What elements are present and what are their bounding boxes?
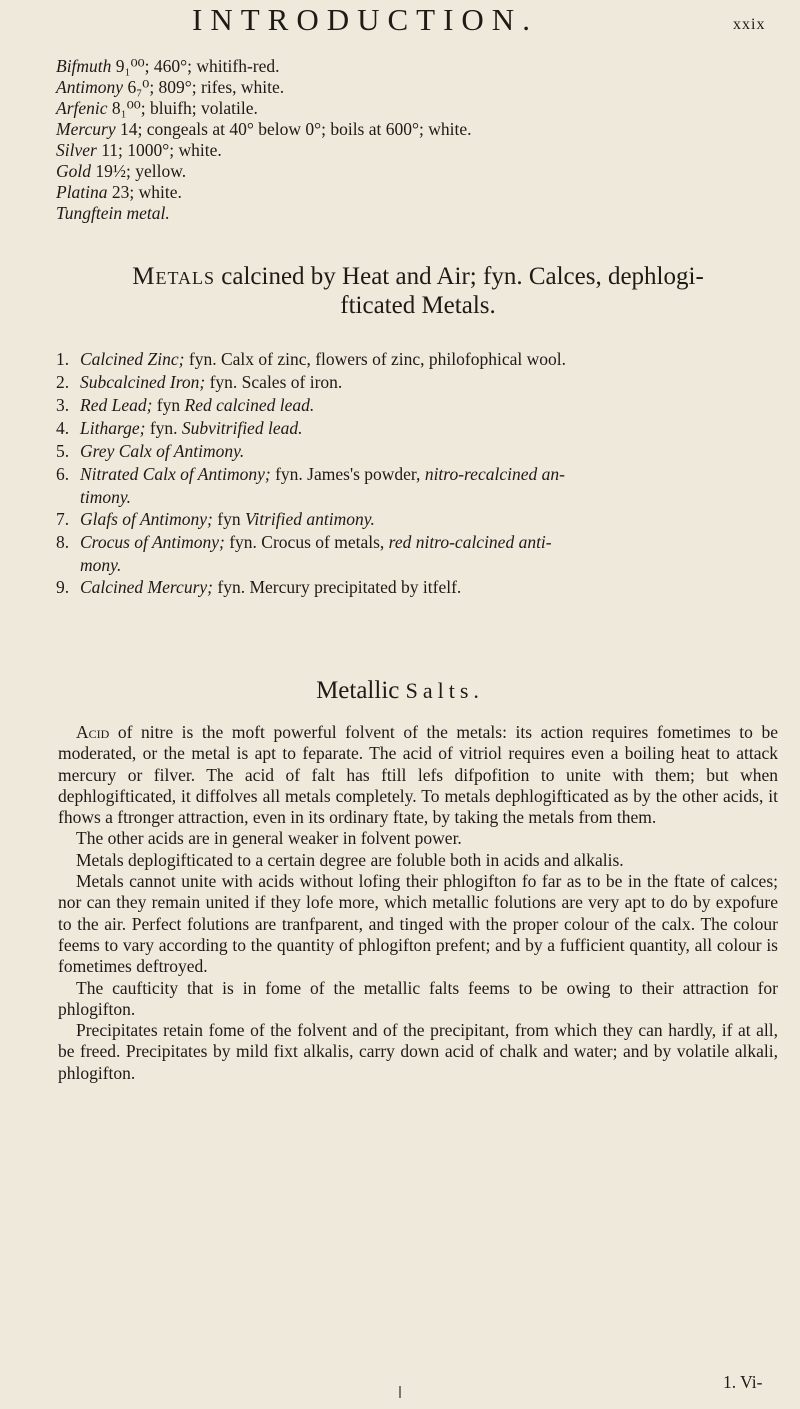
list-item: Arfenic 8₁⁰⁰; bluifh; volatile. <box>56 98 258 118</box>
paragraph: The other acids are in general weaker in folvent power. <box>76 828 462 849</box>
list-item: 2. Subcalcined Iron; fyn. Scales of iron. <box>56 372 343 392</box>
list-item: 5. Grey Calx of Antimony. <box>56 441 245 461</box>
signature-mark <box>399 1386 401 1398</box>
paragraph: Metals deplogifticated to a certain degree are foluble both in acids and alkalis. <box>76 849 624 870</box>
body-text <box>58 722 778 1084</box>
paragraph: Metals cannot unite with acids without lofing their phlogifton fo far as to be in the ftate of calces; nor can they remain united if they lofe more, which metallic folutions are very apt to do by expofure to the air. Perfect folutions are tranfparent, and tinged with the proper colour of the calx. The colour feems to vary according to the quantity of phlogifton prefent; and by a fufficient quantity, all colour is fometimes deftroyed. <box>58 871 778 977</box>
paragraph: Precipitates retain fome of the folvent and of the precipitant, from which they can hardly, if at all, be freed. Precipitates by mild fixt alkalis, carry down acid of chalk and water; and by volatile alkali, phlogifton. <box>58 1020 778 1083</box>
list-item: Silver 11; 1000°; white. <box>56 140 222 160</box>
paragraph: The caufticity that is in fome of the metallic falts feems to be owing to their attraction for phlogifton. <box>58 977 778 1019</box>
section-heading-calcined: Metals calcined by Heat and Air; fyn. Calces, dephlogi- fticated Metals. <box>132 263 704 319</box>
list-item-continuation: mony. <box>80 555 122 575</box>
list-item-continuation: timony. <box>80 487 132 507</box>
list-item: Tungftein metal. <box>56 203 170 223</box>
list-item: 9. Calcined Mercury; fyn. Mercury precipitated by itfelf. <box>56 577 462 597</box>
list-item: Platina 23; white. <box>56 182 182 202</box>
list-item: 4. Litharge; fyn. Subvitrified lead. <box>56 418 303 438</box>
catchword: 1. Vi- <box>723 1372 763 1392</box>
list-item: 6. Nitrated Calx of Antimony; fyn. James's powder, nitro-recalcined an- <box>56 464 565 484</box>
list-item: 3. Red Lead; fyn Red calcined lead. <box>56 395 315 415</box>
list-item: 8. Crocus of Antimony; fyn. Crocus of metals, red nitro-calcined anti- <box>56 532 552 552</box>
list-item: Gold 19½; yellow. <box>56 161 187 181</box>
paragraph: Acid of nitre is the moft powerful folvent of the metals: its action requires fometimes to be moderated, or the metal is apt to feparate. The acid of vitriol requires even a boiling heat to attack mercury or filver. The acid of falt has ftill lefs difpofition to unite with them; but when dephlogifticated, it diffolves all metals completely. To metals dephlogifticated as by the other acids, it fhows a ftronger attraction, even in its ordinary ftate, by taking the metals from them. <box>58 722 778 828</box>
list-item: Mercury 14; congeals at 40° below 0°; boils at 600°; white. <box>56 119 472 139</box>
page-number: xxix <box>733 16 766 33</box>
calces-list <box>56 348 776 599</box>
list-item: 7. Glafs of Antimony; fyn Vitrified antimony. <box>56 509 375 529</box>
list-item: 1. Calcined Zinc; fyn. Calx of zinc, flowers of zinc, philofophical wool. <box>56 349 566 369</box>
running-header <box>0 2 800 46</box>
section-heading-salts: Metallic Salts. <box>316 677 484 704</box>
list-item: Antimony 6₇⁰; 809°; rifes, white. <box>56 77 285 97</box>
list-item: Bifmuth 9₁⁰⁰; 460°; whitifh-red. <box>56 56 280 76</box>
metals-list <box>56 56 776 224</box>
running-title: INTRODUCTION. <box>192 2 538 37</box>
